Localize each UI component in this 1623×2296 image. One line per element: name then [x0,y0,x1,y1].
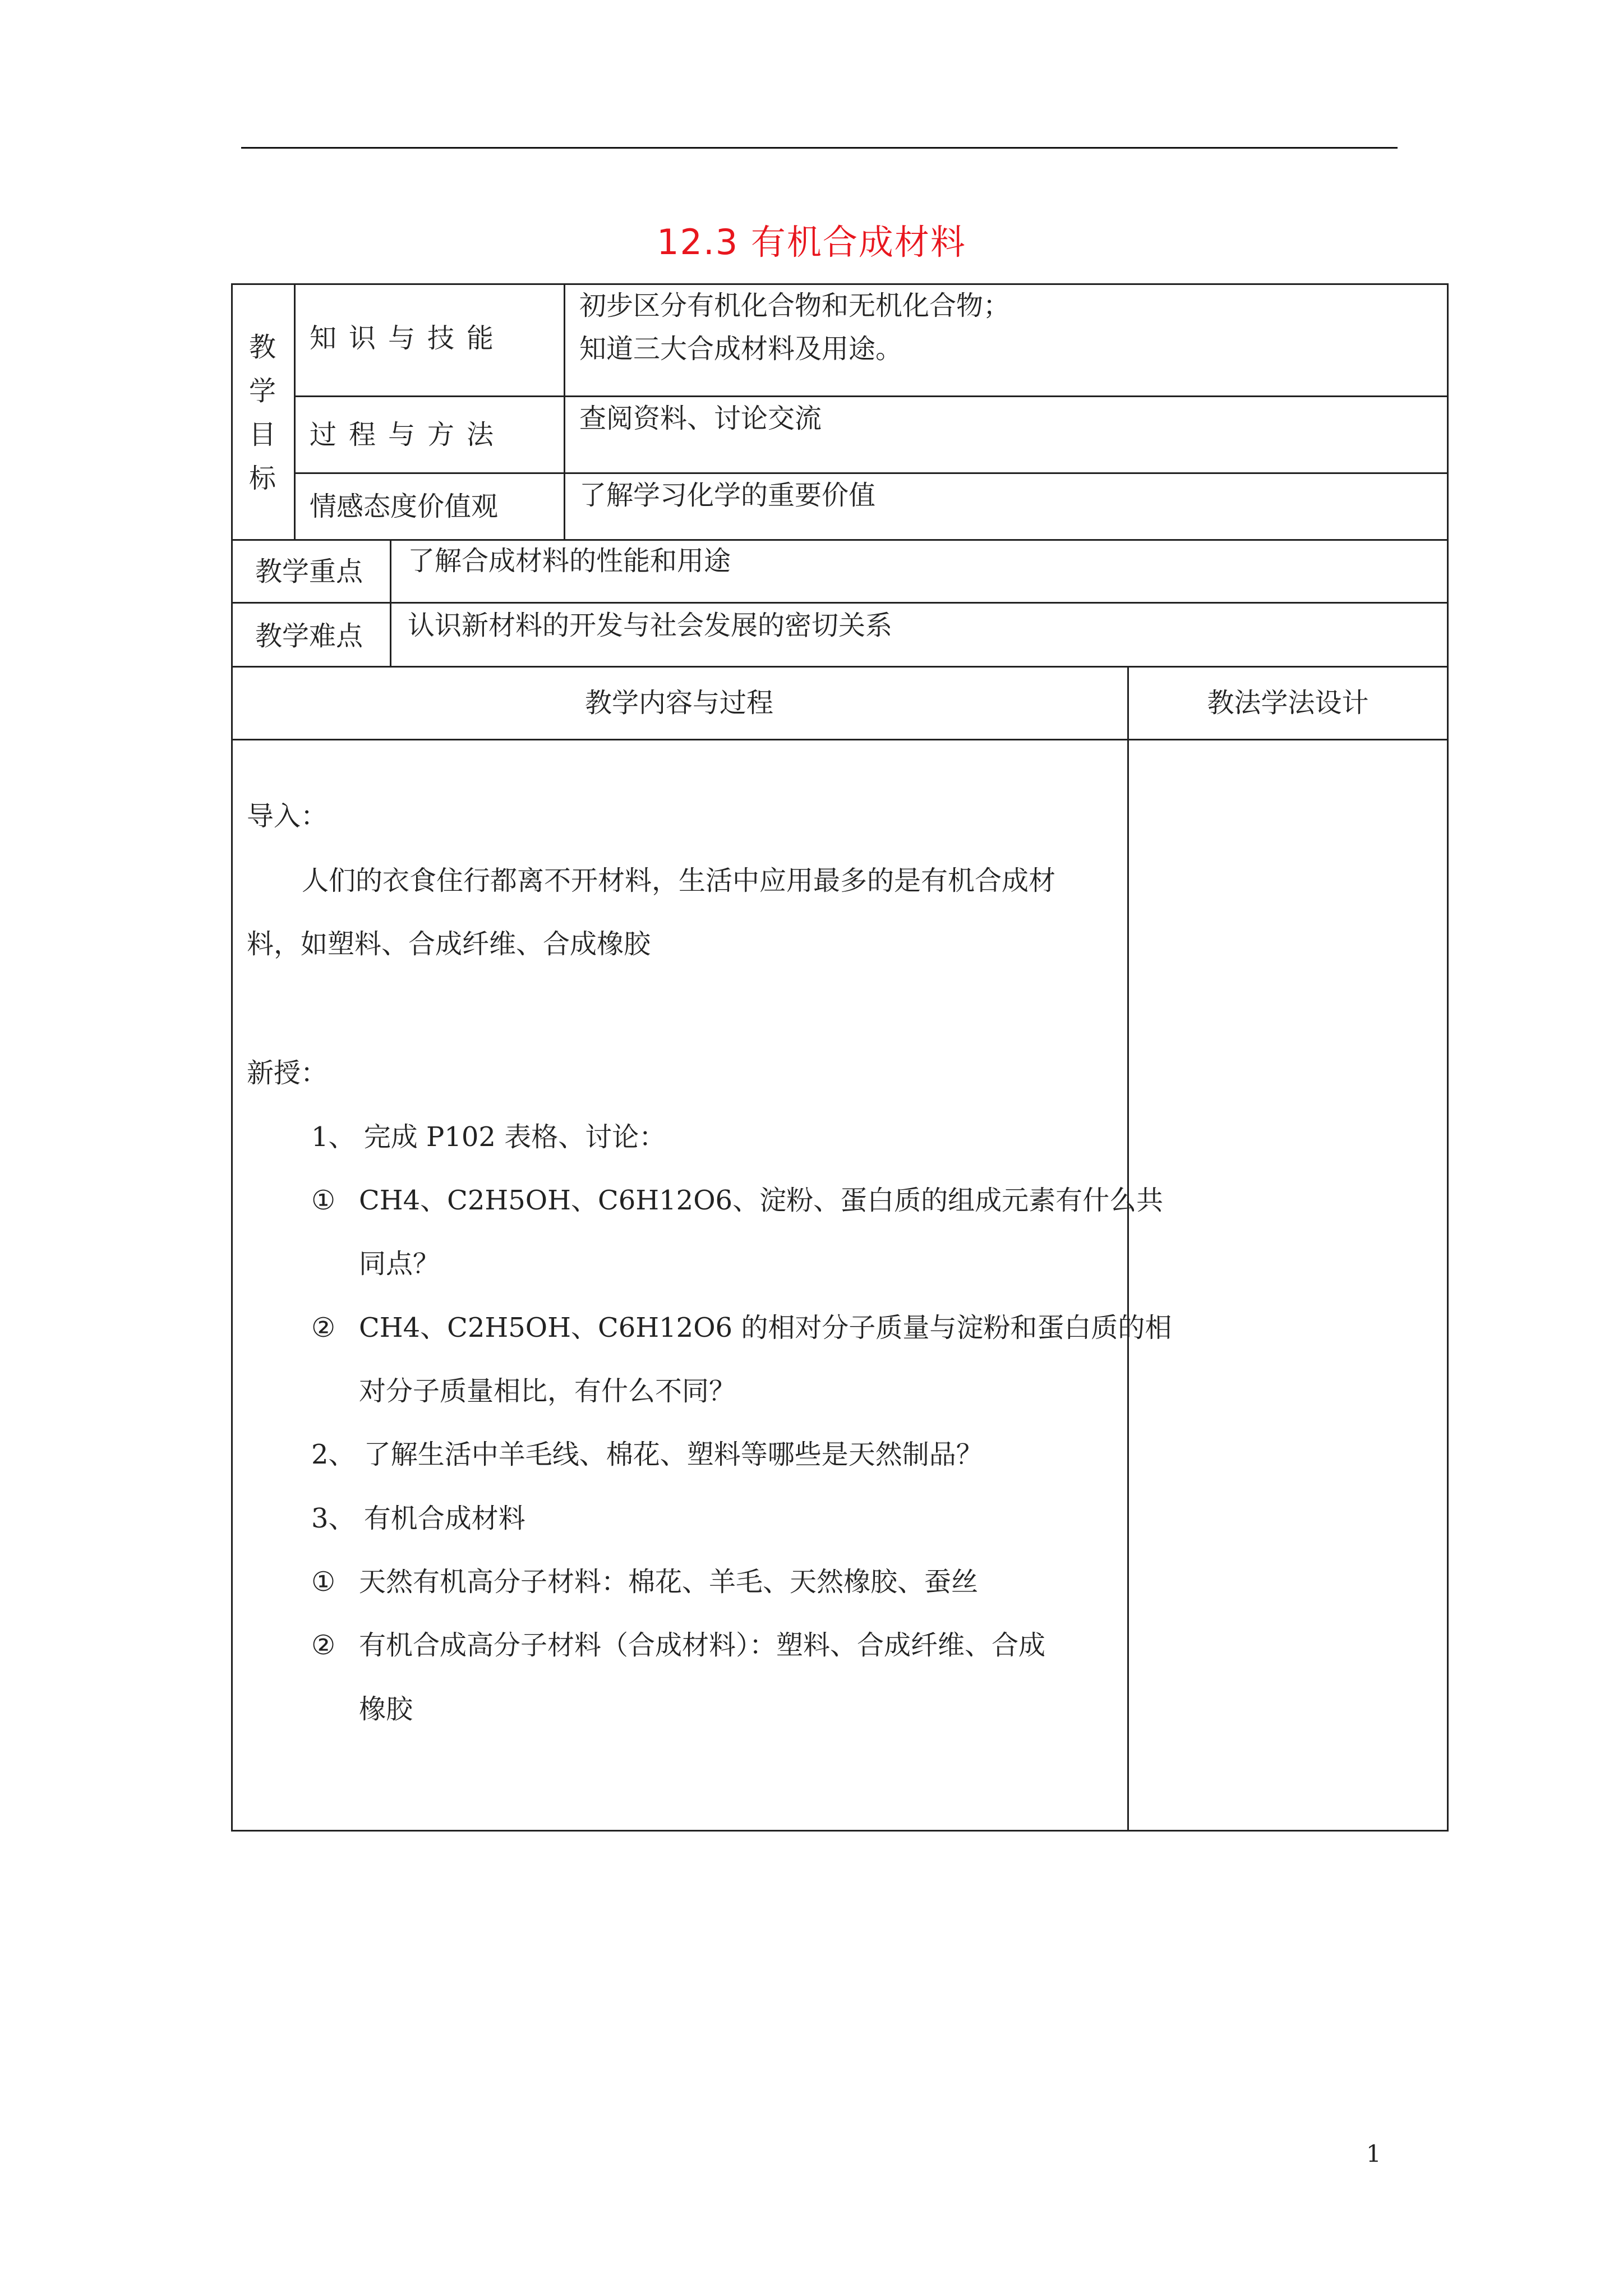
key-points-value: 了解合成材料的性能和用途 [408,545,731,577]
table-border-right [1447,283,1449,1832]
objectives-group-char: 目 [248,419,276,450]
sub-item-text: 对分子质量相比，有什么不同？ [359,1375,736,1407]
objectives-row-divider-1 [294,395,1448,397]
sub-item-number: ① [311,1566,336,1598]
sub-item-text: 天然有机高分子材料：棉花、羊毛、天然橡胶、蚕丝 [359,1566,979,1598]
list-item: 1、 完成 P102 表格、讨论： [311,1121,666,1153]
intro-paragraph-line: 料，如塑料、合成纤维、合成橡胶 [247,928,651,960]
objectives-group-char: 标 [248,463,276,494]
key-label-divider [390,539,391,667]
objective-value-process: 查阅资料、讨论交流 [579,403,822,434]
table-border-left [231,283,233,1832]
sub-item-number: ① [311,1185,336,1216]
list-item: 3、 有机合成材料 [311,1503,525,1534]
objective-value-knowledge-line2: 知道三大合成材料及用途。 [579,333,903,365]
key-points-label: 教学重点 [255,556,363,587]
list-item: 2、 了解生活中羊毛线、棉花、塑料等哪些是天然制品？ [311,1439,983,1470]
difficult-points-value: 认识新材料的开发与社会发展的密切关系 [408,610,893,641]
objective-value-knowledge-line1: 初步区分有机化合物和无机化合物； [579,290,1011,321]
intro-paragraph-line: 人们的衣食住行都离不开材料，生活中应用最多的是有机合成材 [302,865,1056,896]
sub-item-text: 橡胶 [359,1694,413,1725]
page-number: 1 [1366,2140,1381,2168]
difficult-points-label: 教学难点 [255,620,363,652]
sub-item-text: CH4、C2H5OH、C6H12O6 的相对分子质量与淀粉和蛋白质的相 [359,1312,1172,1343]
new-lesson-heading: 新授： [247,1057,328,1089]
objective-label-knowledge: 知识与技能 [310,323,506,354]
objectives-row-divider-2 [294,472,1448,474]
method-column-header: 教法学法设计 [1207,687,1369,719]
objective-label-process: 过程与方法 [310,419,506,450]
objectives-group-char: 学 [248,375,276,407]
sub-item-text: 同点？ [359,1248,440,1280]
objectives-label-divider [564,283,565,540]
objectives-group-divider [294,283,296,540]
table-border-bottom [231,1830,1448,1832]
table-border-top [231,283,1448,285]
sub-item-number: ② [311,1312,336,1343]
intro-heading: 导入： [247,800,328,832]
row-divider-difficult [231,602,1448,604]
method-column-divider [1127,666,1129,1832]
row-divider-content [231,739,1448,740]
sub-item-text: CH4、C2H5OH、C6H12O6、淀粉、蛋白质的组成元素有什么共 [359,1185,1164,1216]
sub-item-text: 有机合成高分子材料（合成材料）：塑料、合成纤维、合成 [359,1630,1046,1661]
objectives-group-char: 教 [248,332,276,363]
page-title: 12.3 有机合成材料 [657,222,966,263]
objectives-group-label [246,325,279,500]
objective-label-attitude: 情感态度价值观 [310,491,499,522]
sub-item-number: ② [311,1630,336,1661]
row-divider-header [231,666,1448,668]
content-column-header: 教学内容与过程 [584,687,773,719]
header-rule [241,147,1398,149]
row-divider-key [231,539,1448,541]
objective-value-attitude: 了解学习化学的重要价值 [579,480,876,511]
